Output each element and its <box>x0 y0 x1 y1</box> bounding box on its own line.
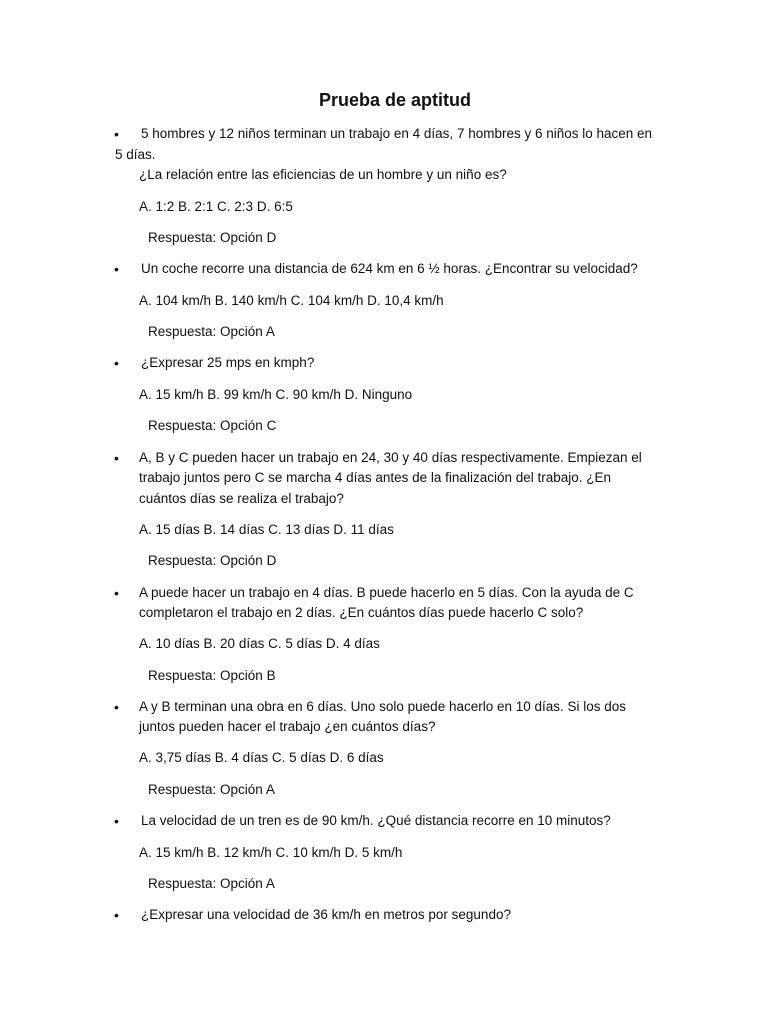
question-1-answer: Respuesta: Opción D <box>148 230 277 245</box>
question-6-line-2: juntos pueden hacer el trabajo ¿en cuántos días? <box>139 719 436 734</box>
question-2-options: A. 104 km/h B. 140 km/h C. 104 km/h D. 10,4 km/h <box>139 293 444 308</box>
question-4-line-2: trabajo juntos pero C se marcha 4 días antes de la finalización del trabajo. ¿En <box>139 470 612 485</box>
question-8-line-1: ¿Expresar una velocidad de 36 km/h en metros por segundo? <box>141 907 511 922</box>
question-7-answer: Respuesta: Opción A <box>148 876 275 891</box>
bullet-icon: • <box>114 355 119 371</box>
question-3-options: A. 15 km/h B. 99 km/h C. 90 km/h D. Ninguno <box>139 387 413 402</box>
question-5-line-2: completaron el trabajo en 2 días. ¿En cuántos días puede hacerlo C solo? <box>139 605 584 620</box>
question-1-line-3: ¿La relación entre las eficiencias de un hombre y un niño es? <box>139 167 507 182</box>
question-4-line-1: A, B y C pueden hacer un trabajo en 24, 30 y 40 días respectivamente. Empiezan el <box>139 450 642 465</box>
bullet-icon: • <box>114 450 119 466</box>
question-5-line-1: A puede hacer un trabajo en 4 días. B puede hacerlo en 5 días. Con la ayuda de C <box>139 585 634 600</box>
question-4-options: A. 15 días B. 14 días C. 13 días D. 11 días <box>139 522 394 537</box>
bullet-icon: • <box>114 907 119 923</box>
question-7-options: A. 15 km/h B. 12 km/h C. 10 km/h D. 5 km/h <box>139 845 403 860</box>
question-6-options: A. 3,75 días B. 4 días C. 5 días D. 6 días <box>139 750 384 765</box>
question-4-answer: Respuesta: Opción D <box>148 553 277 568</box>
question-3-line-1: ¿Expresar 25 mps en kmph? <box>141 355 315 370</box>
question-1-options: A. 1:2 B. 2:1 C. 2:3 D. 6:5 <box>139 199 293 214</box>
question-5-answer: Respuesta: Opción B <box>148 668 276 683</box>
question-4-line-3: cuántos días se realiza el trabajo? <box>139 491 344 506</box>
question-1-line-1: 5 hombres y 12 niños terminan un trabajo en 4 días, 7 hombres y 6 niños lo hacen en <box>141 126 653 141</box>
question-6-answer: Respuesta: Opción A <box>148 782 275 797</box>
question-2-line-1: Un coche recorre una distancia de 624 km en 6 ½ horas. ¿Encontrar su velocidad? <box>141 261 638 276</box>
bullet-icon: • <box>114 126 119 142</box>
question-1-line-2: 5 días. <box>115 147 156 162</box>
document-title: Prueba de aptitud <box>318 90 471 110</box>
question-7-line-1: La velocidad de un tren es de 90 km/h. ¿Qué distancia recorre en 10 minutos? <box>141 813 611 828</box>
bullet-icon: • <box>114 585 119 601</box>
question-2-answer: Respuesta: Opción A <box>148 324 275 339</box>
question-5-options: A. 10 días B. 20 días C. 5 días D. 4 días <box>139 636 380 651</box>
bullet-icon: • <box>114 813 119 829</box>
question-6-line-1: A y B terminan una obra en 6 días. Uno solo puede hacerlo en 10 días. Si los dos <box>139 699 627 714</box>
question-3-answer: Respuesta: Opción C <box>148 418 277 433</box>
bullet-icon: • <box>114 699 119 715</box>
bullet-icon: • <box>114 261 119 277</box>
